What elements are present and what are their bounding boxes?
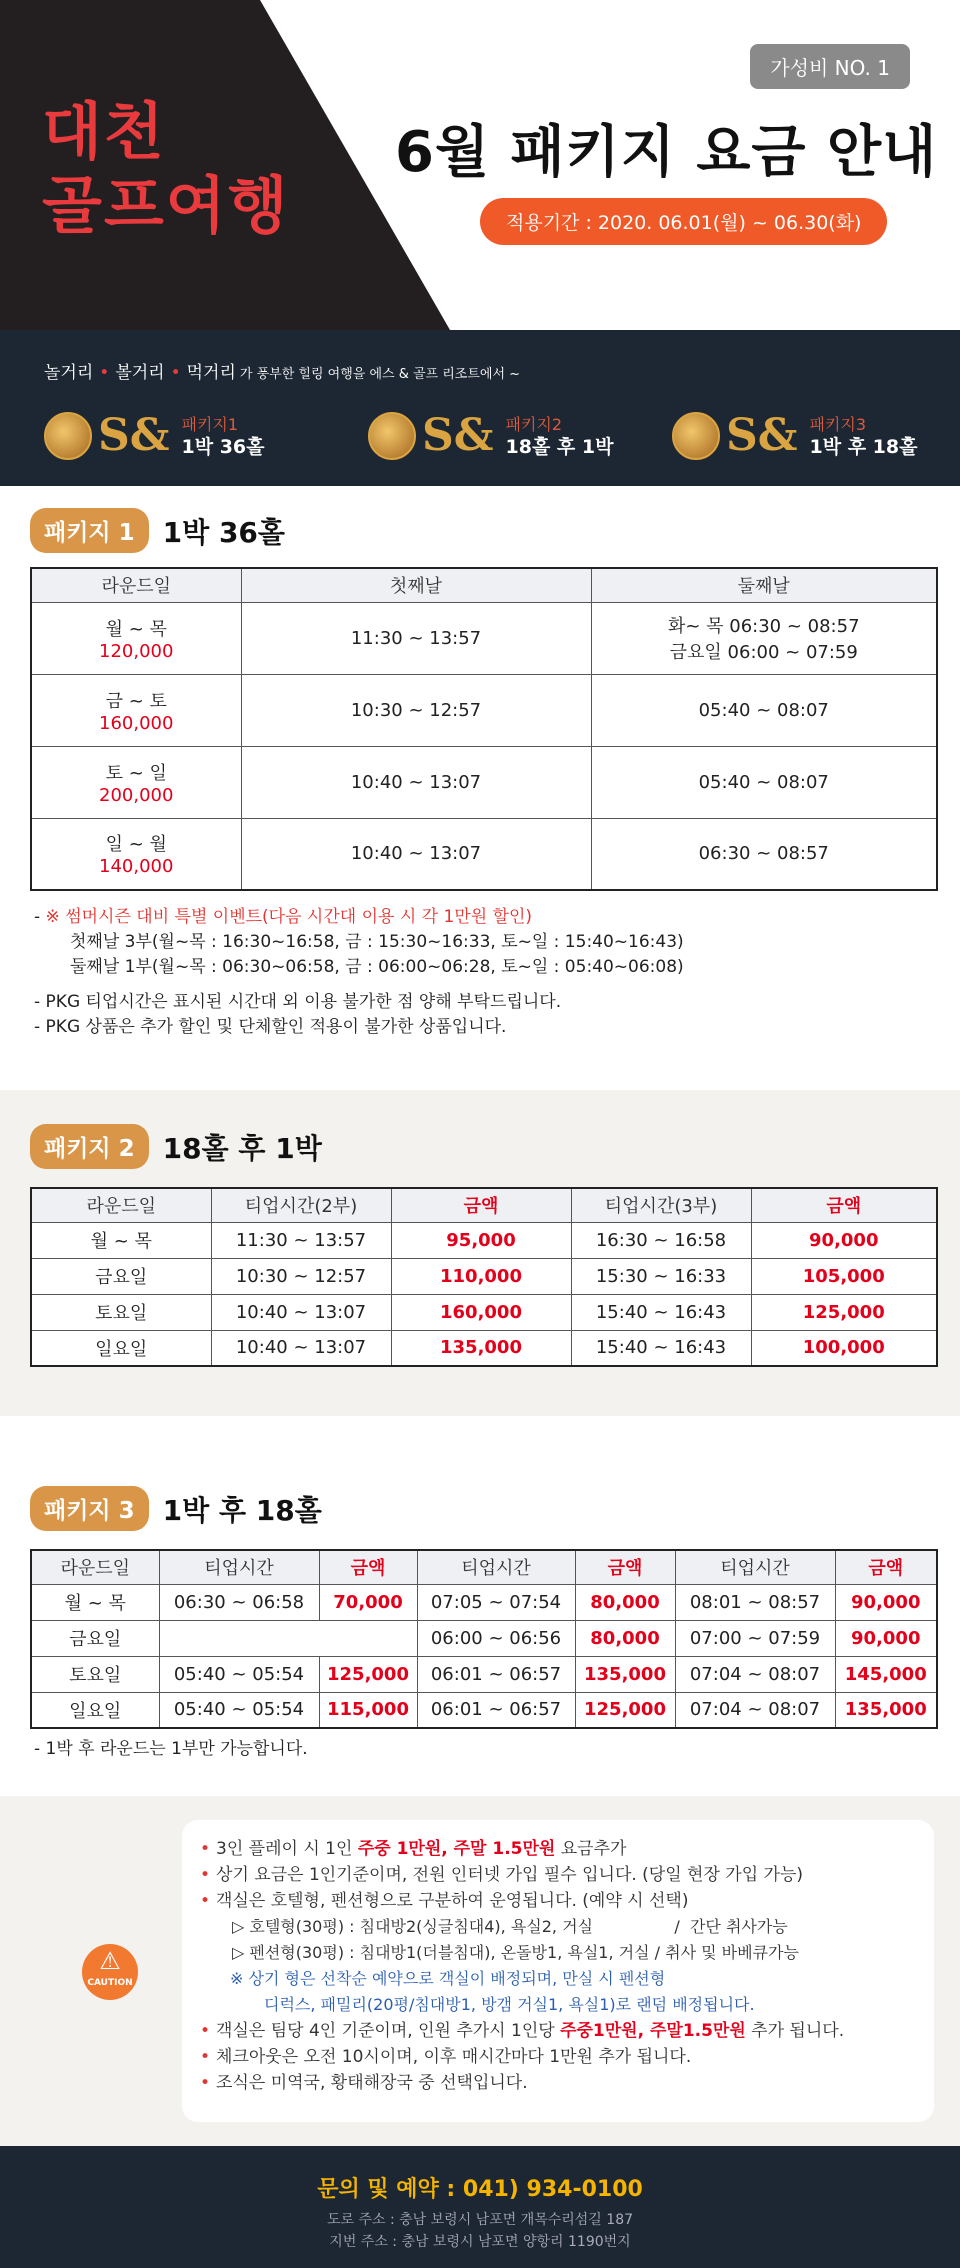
price: 70,000 bbox=[319, 1584, 417, 1620]
round-day: 토요일 bbox=[31, 1294, 211, 1330]
caution-text: 요금추가 bbox=[555, 1839, 627, 1859]
note-discount: - PKG 상품은 추가 할인 및 단체할인 적용이 불가한 상품입니다. bbox=[34, 1017, 507, 1037]
resort-logo bbox=[672, 410, 798, 461]
tee-time: 06:00 ~ 06:56 bbox=[417, 1620, 575, 1656]
package-strip bbox=[0, 330, 960, 486]
round-day: 금 ~ 토 bbox=[105, 690, 167, 712]
second-day-time-alt: 금요일 06:00 ~ 07:59 bbox=[669, 642, 858, 663]
strip-package-2[interactable] bbox=[368, 410, 613, 461]
room-type-hotel: ▷ 호텔형(30평) : 침대방2(싱글침대4), 욕실2, 거실 / 간단 취사가능 bbox=[232, 1917, 788, 1936]
table-row bbox=[31, 674, 937, 746]
tagline-rest: 가 풍부한 힐링 여행을 에스 & 골프 리조트에서 ~ bbox=[239, 367, 521, 382]
column-header: 라운드일 bbox=[31, 568, 241, 602]
caution-text: 객실은 팀당 4인 기준이며, 인원 추가시 1인당 bbox=[216, 2021, 561, 2041]
caution-icon-label: CAUTION bbox=[87, 1978, 133, 1988]
caution-highlight: 주중 1만원, 주말 1.5만원 bbox=[357, 1839, 556, 1859]
period-badge: 적용기간 : 2020. 06.01(월) ~ 06.30(화) bbox=[480, 198, 887, 245]
round-day: 일 ~ 월 bbox=[105, 834, 167, 856]
package-2-table bbox=[30, 1187, 938, 1367]
resort-logo bbox=[44, 410, 170, 461]
caution-text: 상기 요금은 1인기준이며, 전원 인터넷 가입 필수 입니다. (당일 현장 가입 가능) bbox=[216, 1865, 804, 1885]
second-day-time: 06:30 ~ 08:57 bbox=[591, 818, 937, 890]
road-address: 도로 주소 : 충남 보령시 남포면 개목수리섬길 187 bbox=[326, 2212, 634, 2228]
price: 100,000 bbox=[751, 1330, 937, 1366]
caution-line bbox=[200, 1862, 916, 1888]
caution-highlight: 주중1만원, 주말1.5만원 bbox=[560, 2021, 746, 2041]
caution-text: 3인 플레이 시 1인 bbox=[216, 1839, 358, 1859]
second-day-time: 화~ 목 06:30 ~ 08:57 bbox=[667, 616, 860, 637]
price: 160,000 bbox=[391, 1294, 571, 1330]
price: 120,000 bbox=[99, 640, 174, 662]
first-day-time: 10:40 ~ 13:07 bbox=[241, 818, 591, 890]
value-badge: 가성비 NO. 1 bbox=[750, 44, 910, 89]
page-title: 6월 패키지 요금 안내 bbox=[395, 120, 938, 185]
package-1-heading bbox=[30, 508, 960, 553]
package-pill: 패키지 3 bbox=[30, 1486, 149, 1531]
caution-text: 체크아웃은 오전 10시이며, 이후 매시간마다 1만원 추가 됩니다. bbox=[216, 2047, 692, 2067]
bullet-icon: • bbox=[200, 2047, 211, 2067]
first-day-time: 10:30 ~ 12:57 bbox=[241, 674, 591, 746]
price: 145,000 bbox=[835, 1656, 937, 1692]
price: 115,000 bbox=[319, 1692, 417, 1728]
brand-line-2: 골프여행 bbox=[42, 169, 290, 242]
price: 125,000 bbox=[575, 1692, 675, 1728]
room-type-pension: ▷ 펜션형(30평) : 침대방1(더블침대), 온돌방1, 욕실1, 거실 / 취사 및 바베큐가능 bbox=[232, 1943, 799, 1962]
package-2-section bbox=[0, 1122, 960, 1416]
table-row bbox=[31, 1656, 937, 1692]
resort-logo bbox=[368, 410, 494, 461]
caution-text: 조식은 미역국, 황태해장국 중 선택입니다. bbox=[216, 2073, 528, 2093]
price: 200,000 bbox=[99, 784, 174, 806]
globe-icon bbox=[672, 412, 720, 460]
package-3-section bbox=[0, 1416, 960, 1796]
table-row bbox=[31, 1584, 937, 1620]
price: 95,000 bbox=[391, 1222, 571, 1258]
package-1-notes bbox=[34, 905, 960, 1040]
tee-time: 08:01 ~ 08:57 bbox=[675, 1584, 835, 1620]
tee-time: 16:30 ~ 16:58 bbox=[571, 1222, 751, 1258]
caution-line bbox=[200, 2018, 916, 2044]
price: 135,000 bbox=[835, 1692, 937, 1728]
caution-box bbox=[182, 1820, 934, 2122]
column-header: 티업시간(2부) bbox=[211, 1188, 391, 1222]
logo-text: S& bbox=[98, 410, 170, 461]
package-1-table bbox=[30, 567, 938, 891]
tagline bbox=[44, 358, 520, 383]
package-pill: 패키지 2 bbox=[30, 1124, 149, 1169]
package-pill: 패키지 1 bbox=[30, 508, 149, 553]
caution-text: 객실은 호텔형, 펜션형으로 구분하여 운영됩니다. (예약 시 선택) bbox=[216, 1891, 689, 1911]
first-day-time: 11:30 ~ 13:57 bbox=[241, 602, 591, 674]
dot-icon: • bbox=[99, 363, 110, 383]
tee-time: 10:40 ~ 13:07 bbox=[211, 1294, 391, 1330]
column-header: 금액 bbox=[751, 1188, 937, 1222]
caution-text: 추가 됩니다. bbox=[745, 2021, 845, 2041]
tee-time: 07:04 ~ 08:07 bbox=[675, 1692, 835, 1728]
globe-icon bbox=[44, 412, 92, 460]
package-desc: 18홀 후 1박 bbox=[505, 435, 614, 458]
tee-time: 15:40 ~ 16:43 bbox=[571, 1294, 751, 1330]
package-3-note: - 1박 후 라운드는 1부만 가능합니다. bbox=[34, 1739, 308, 1759]
price: 125,000 bbox=[751, 1294, 937, 1330]
table-header-row bbox=[31, 1188, 937, 1222]
column-header: 티업시간(3부) bbox=[571, 1188, 751, 1222]
table-row bbox=[31, 746, 937, 818]
price: 125,000 bbox=[319, 1656, 417, 1692]
column-header: 티업시간 bbox=[417, 1550, 575, 1584]
dot-icon: • bbox=[170, 363, 181, 383]
table-row bbox=[31, 1692, 937, 1728]
table-row bbox=[31, 1620, 937, 1656]
second-day-time: 05:40 ~ 08:07 bbox=[591, 746, 937, 818]
caution-icon: ⚠ CAUTION bbox=[82, 1944, 138, 2000]
event-second-day: 둘째날 1부(월~목 : 06:30~06:58, 금 : 06:00~06:28, 토~일 : 05:40~06:08) bbox=[70, 957, 684, 977]
table-row bbox=[31, 1258, 937, 1294]
package-3-table bbox=[30, 1549, 938, 1729]
round-day: 일요일 bbox=[31, 1330, 211, 1366]
tee-time: 11:30 ~ 13:57 bbox=[211, 1222, 391, 1258]
footer bbox=[0, 2146, 960, 2268]
tagline-play: 놀거리 bbox=[44, 363, 94, 383]
logo-text: S& bbox=[422, 410, 494, 461]
bullet-icon: • bbox=[200, 1839, 211, 1859]
tee-time: 06:01 ~ 06:57 bbox=[417, 1656, 575, 1692]
hero-banner bbox=[0, 0, 960, 330]
price: 135,000 bbox=[575, 1656, 675, 1692]
round-day: 금요일 bbox=[31, 1620, 159, 1656]
price: 90,000 bbox=[835, 1584, 937, 1620]
tee-time: 10:40 ~ 13:07 bbox=[211, 1330, 391, 1366]
room-assignment-note: ※ 상기 형은 선착순 예약으로 객실이 배정되며, 만실 시 펜션형 bbox=[230, 1969, 666, 1988]
package-desc: 1박 후 18홀 bbox=[809, 435, 918, 458]
column-header: 금액 bbox=[835, 1550, 937, 1584]
strip-package-3[interactable] bbox=[672, 410, 917, 461]
package-label: 패키지3 bbox=[809, 414, 867, 434]
tee-time: 05:40 ~ 05:54 bbox=[159, 1656, 319, 1692]
round-day: 일요일 bbox=[31, 1692, 159, 1728]
globe-icon bbox=[368, 412, 416, 460]
package-label: 패키지1 bbox=[181, 414, 239, 434]
package-3-heading bbox=[30, 1486, 960, 1531]
price: 90,000 bbox=[835, 1620, 937, 1656]
price: 80,000 bbox=[575, 1584, 675, 1620]
package-subtitle: 1박 후 18홀 bbox=[162, 1493, 322, 1527]
tagline-see: 볼거리 bbox=[115, 363, 165, 383]
caution-line bbox=[200, 1888, 916, 1914]
event-first-day: 첫째날 3부(월~목 : 16:30~16:58, 금 : 15:30~16:33, 토~일 : 15:40~16:43) bbox=[70, 932, 684, 952]
package-desc: 1박 36홀 bbox=[181, 435, 265, 458]
price: 140,000 bbox=[99, 856, 174, 878]
strip-package-1[interactable] bbox=[44, 410, 264, 461]
tee-time: 10:30 ~ 12:57 bbox=[211, 1258, 391, 1294]
package-2-heading bbox=[30, 1124, 960, 1169]
logo-text: S& bbox=[726, 410, 798, 461]
brand-line-1: 대천 bbox=[42, 95, 166, 168]
bullet-icon: • bbox=[200, 2073, 211, 2093]
column-header: 티업시간 bbox=[675, 1550, 835, 1584]
round-day: 월 ~ 목 bbox=[31, 1584, 159, 1620]
price: 110,000 bbox=[391, 1258, 571, 1294]
note-dash: - bbox=[34, 907, 46, 927]
table-row bbox=[31, 1294, 937, 1330]
lot-address: 지번 주소 : 충남 보령시 남포면 양항리 1190번지 bbox=[329, 2234, 631, 2250]
caution-line bbox=[200, 1836, 916, 1862]
caution-line bbox=[200, 2070, 916, 2096]
caution-section bbox=[0, 1796, 960, 2146]
round-day: 토요일 bbox=[31, 1656, 159, 1692]
bullet-icon: • bbox=[200, 1891, 211, 1911]
event-note: ※ 썸머시즌 대비 특별 이벤트(다음 시간대 이용 시 각 1만원 할인) bbox=[45, 907, 533, 927]
tee-time: 06:01 ~ 06:57 bbox=[417, 1692, 575, 1728]
tee-time: 07:04 ~ 08:07 bbox=[675, 1656, 835, 1692]
price: 105,000 bbox=[751, 1258, 937, 1294]
first-day-time: 10:40 ~ 13:07 bbox=[241, 746, 591, 818]
column-header: 티업시간 bbox=[159, 1550, 319, 1584]
price: 160,000 bbox=[99, 712, 174, 734]
column-header: 금액 bbox=[319, 1550, 417, 1584]
table-row bbox=[31, 1222, 937, 1258]
table-row bbox=[31, 1330, 937, 1366]
tee-time: 07:05 ~ 07:54 bbox=[417, 1584, 575, 1620]
empty-cell bbox=[159, 1620, 417, 1656]
tee-time: 07:00 ~ 07:59 bbox=[675, 1620, 835, 1656]
round-day: 월 ~ 목 bbox=[105, 618, 167, 640]
table-row bbox=[31, 818, 937, 890]
tee-time: 06:30 ~ 06:58 bbox=[159, 1584, 319, 1620]
tee-time: 15:30 ~ 16:33 bbox=[571, 1258, 751, 1294]
table-row bbox=[31, 602, 937, 674]
column-header: 첫째날 bbox=[241, 568, 591, 602]
column-header: 둘째날 bbox=[591, 568, 937, 602]
tee-time: 15:40 ~ 16:43 bbox=[571, 1330, 751, 1366]
column-header: 금액 bbox=[391, 1188, 571, 1222]
second-day-time: 05:40 ~ 08:07 bbox=[591, 674, 937, 746]
round-day: 금요일 bbox=[31, 1258, 211, 1294]
table-header-row bbox=[31, 1550, 937, 1584]
section-divider bbox=[0, 1090, 960, 1122]
caution-line bbox=[200, 2044, 916, 2070]
bullet-icon: • bbox=[200, 1865, 211, 1885]
note-teetime: - PKG 티업시간은 표시된 시간대 외 이용 불가한 점 양해 부탁드립니다. bbox=[34, 992, 562, 1012]
price: 135,000 bbox=[391, 1330, 571, 1366]
price: 80,000 bbox=[575, 1620, 675, 1656]
room-assignment-note-2: 디럭스, 패밀리(20평/침대방1, 방갬 거실1, 욕실1)로 랜덤 배정됩니다. bbox=[264, 1995, 755, 2014]
package-subtitle: 18홀 후 1박 bbox=[162, 1131, 322, 1165]
round-day: 토 ~ 일 bbox=[105, 762, 167, 784]
price: 90,000 bbox=[751, 1222, 937, 1258]
package-subtitle: 1박 36홀 bbox=[162, 515, 285, 549]
package-1-section bbox=[0, 486, 960, 1090]
tee-time: 05:40 ~ 05:54 bbox=[159, 1692, 319, 1728]
package-label: 패키지2 bbox=[505, 414, 563, 434]
contact-phone[interactable]: 문의 및 예약 : 041) 934-0100 bbox=[317, 2177, 643, 2202]
column-header: 금액 bbox=[575, 1550, 675, 1584]
round-day: 월 ~ 목 bbox=[31, 1222, 211, 1258]
column-header: 라운드일 bbox=[31, 1188, 211, 1222]
tagline-eat: 먹거리 bbox=[186, 363, 236, 383]
column-header: 라운드일 bbox=[31, 1550, 159, 1584]
table-header-row bbox=[31, 568, 937, 602]
brand-title bbox=[42, 95, 290, 243]
bullet-icon: • bbox=[200, 2021, 211, 2041]
